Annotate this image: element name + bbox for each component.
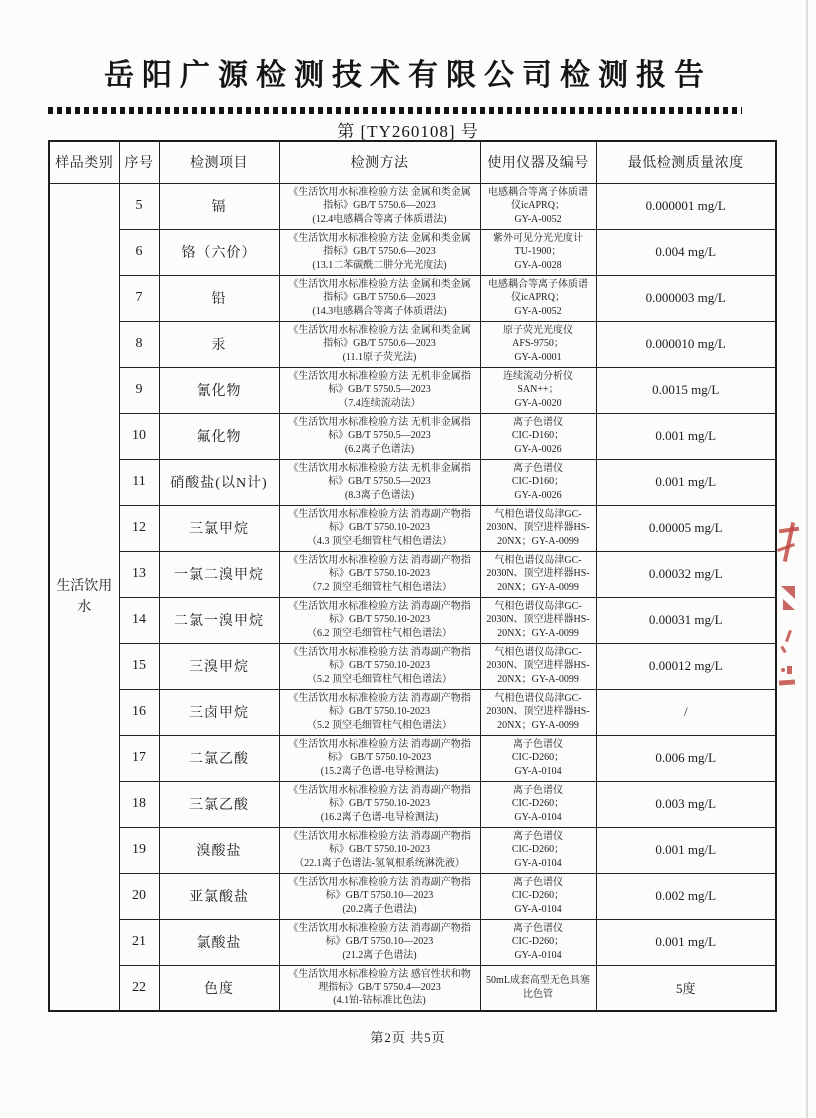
table-row: [49, 413, 776, 459]
method-line: 《生活饮用水标准检验方法 感官性状和物: [288, 968, 471, 980]
test-item-cell: 硝酸盐(以N计): [159, 459, 279, 505]
method-line: 标》GB/T 5750.10-2023: [329, 706, 430, 718]
row-number-cell: 20: [119, 873, 159, 919]
row-number-cell: 13: [119, 551, 159, 597]
row-number-cell: 15: [119, 643, 159, 689]
method-line: 理指标》GB/T 5750.4—2023: [318, 982, 441, 994]
table-row: [49, 965, 776, 1011]
detection-limit-cell: 0.00005 mg/L: [596, 505, 776, 551]
sample-category-cell: 生活饮用水: [49, 183, 119, 1011]
instrument-line: CIC-D260；: [511, 844, 565, 856]
test-method-cell: [279, 781, 480, 827]
instrument-line: 气相色谱仪岛津GC-: [494, 600, 582, 612]
instrument-line: 20NX；GY-A-0099: [497, 627, 579, 639]
test-method-cell: [279, 643, 480, 689]
column-header-1: 序号: [119, 141, 159, 183]
table-row: [49, 919, 776, 965]
instrument-cell: [480, 229, 596, 275]
document-number: 第 [TY260108] 号: [337, 122, 479, 141]
row-number-cell: 10: [119, 413, 159, 459]
instrument-line: 离子色谱仪: [513, 830, 563, 842]
method-line: 标》GB/T 5750.10-2023: [329, 614, 430, 626]
method-line: 标》 GB/T 5750.10-2023: [327, 752, 432, 764]
method-line: (20.2离子色谱法): [342, 903, 417, 915]
instrument-line: TU-1900；: [514, 246, 562, 258]
instrument-line: GY-A-0026: [514, 443, 562, 455]
column-header-2: 检测项目: [159, 141, 279, 183]
instrument-line: 紫外可见分光光度计: [493, 232, 583, 244]
column-header-5: 最低检测质量浓度: [596, 141, 776, 183]
method-line: （5.2 顶空毛细管柱气相色谱法）: [307, 673, 452, 685]
test-item-cell: 二氯一溴甲烷: [159, 597, 279, 643]
method-line: (4.1铂-钴标准比色法): [333, 995, 426, 1007]
row-number-cell: 14: [119, 597, 159, 643]
detection-limit-cell: /: [596, 689, 776, 735]
detection-limit-cell: 0.001 mg/L: [596, 459, 776, 505]
seal-stroke: [780, 646, 786, 654]
instrument-line: 仪icAPRQ；: [511, 200, 565, 212]
method-line: 标》GB/T 5750.5—2023: [328, 384, 431, 396]
instrument-line: 离子色谱仪: [513, 876, 563, 888]
instrument-line: 气相色谱仪岛津GC-: [494, 692, 582, 704]
test-item-cell: 三卤甲烷: [159, 689, 279, 735]
table-row: [49, 689, 776, 735]
method-line: 《生活饮用水标准检验方法 无机非金属指: [288, 463, 471, 475]
row-number-cell: 11: [119, 459, 159, 505]
instrument-cell: [480, 735, 596, 781]
row-number-cell: 18: [119, 781, 159, 827]
table-row: [49, 505, 776, 551]
instrument-line: CIC-D160；: [511, 476, 565, 488]
table-row: [49, 597, 776, 643]
instrument-line: 电感耦合等离子体质谱: [488, 278, 588, 290]
instrument-line: 仪icAPRQ；: [511, 292, 565, 304]
method-line: (14.3电感耦合等离子体质谱法): [312, 305, 447, 317]
seal-stroke: [779, 679, 795, 685]
method-line: (13.1二苯碳酰二肼分光光度法): [312, 259, 447, 271]
method-line: （6.2 顶空毛细管柱气相色谱法）: [307, 627, 452, 639]
method-line: 《生活饮用水标准检验方法 金属和类金属: [288, 279, 471, 291]
test-item-cell: 二氯乙酸: [159, 735, 279, 781]
detection-limit-cell: 0.004 mg/L: [596, 229, 776, 275]
seal-dot: [781, 668, 785, 672]
detection-limit-cell: 0.002 mg/L: [596, 873, 776, 919]
table-row: [49, 229, 776, 275]
test-item-cell: 一氯二溴甲烷: [159, 551, 279, 597]
method-line: 《生活饮用水标准检验方法 消毒副产物指: [288, 555, 471, 567]
method-line: (12.4电感耦合等离子体质谱法): [312, 213, 447, 225]
row-number-cell: 17: [119, 735, 159, 781]
test-item-cell: 氯酸盐: [159, 919, 279, 965]
instrument-cell: [480, 321, 596, 367]
instrument-line: 离子色谱仪: [513, 462, 563, 474]
test-method-cell: [279, 183, 480, 229]
instrument-cell: [480, 781, 596, 827]
seal-stroke: [785, 630, 792, 642]
row-number-cell: 22: [119, 965, 159, 1011]
method-line: 标》GB/T 5750.10-2023: [329, 660, 430, 672]
row-number-cell: 9: [119, 367, 159, 413]
red-seal-fragments: [775, 520, 805, 700]
seal-blob: [783, 599, 795, 610]
row-number-cell: 5: [119, 183, 159, 229]
test-item-cell: 铬（六价）: [159, 229, 279, 275]
method-line: 指标》GB/T 5750.6—2023: [323, 292, 436, 304]
method-line: (6.2离子色谱法): [344, 443, 415, 455]
instrument-line: SAN++；: [517, 384, 559, 396]
instrument-line: GY-A-0028: [514, 259, 562, 271]
detection-limit-cell: 0.001 mg/L: [596, 827, 776, 873]
instrument-line: 原子荧光光度仪: [503, 324, 573, 336]
test-item-cell: 镉: [159, 183, 279, 229]
method-line: （22.1离子色谱法-氢氧根系统淋洗液）: [294, 857, 465, 869]
method-line: 标》GB/T 5750.10-2023: [329, 844, 430, 856]
test-method-cell: [279, 873, 480, 919]
method-line: （4.3 顶空毛细管柱气相色谱法）: [307, 535, 452, 547]
method-line: (16.2离子色谱-电导检测法): [320, 811, 439, 823]
row-number-cell: 21: [119, 919, 159, 965]
method-line: 《生活饮用水标准检验方法 金属和类金属: [288, 187, 471, 199]
method-line: 指标》GB/T 5750.6—2023: [323, 338, 436, 350]
instrument-line: AFS-9750；: [512, 338, 564, 350]
instrument-line: GY-A-0104: [514, 857, 562, 869]
test-method-cell: [279, 551, 480, 597]
row-number-cell: 19: [119, 827, 159, 873]
method-line: (21.2离子色谱法): [342, 949, 417, 961]
instrument-cell: [480, 275, 596, 321]
method-line: 指标》GB/T 5750.6—2023: [323, 246, 436, 258]
instrument-cell: [480, 183, 596, 229]
test-method-cell: [279, 229, 480, 275]
table-row: [49, 781, 776, 827]
table-row: [49, 367, 776, 413]
table-row: [49, 459, 776, 505]
test-method-cell: [279, 965, 480, 1011]
table-header-row: [49, 141, 776, 183]
scan-page-edge: [806, 0, 808, 1118]
method-line: (15.2离子色谱-电导检测法): [320, 765, 439, 777]
table-row: [49, 873, 776, 919]
instrument-line: GY-A-0001: [514, 351, 562, 363]
instrument-line: 气相色谱仪岛津GC-: [494, 508, 582, 520]
test-item-cell: 溴酸盐: [159, 827, 279, 873]
method-line: 《生活饮用水标准检验方法 消毒副产物指: [288, 693, 471, 705]
instrument-cell: [480, 965, 596, 1011]
instrument-line: CIC-D260；: [511, 798, 565, 810]
instrument-line: 50mL成套高型无色具塞: [486, 975, 590, 987]
detection-limit-cell: 0.001 mg/L: [596, 919, 776, 965]
method-line: 《生活饮用水标准检验方法 消毒副产物指: [288, 509, 471, 521]
test-item-cell: 氰化物: [159, 367, 279, 413]
method-line: 标》GB/T 5750.5—2023: [328, 430, 431, 442]
method-line: 《生活饮用水标准检验方法 金属和类金属: [288, 233, 471, 245]
instrument-line: 20NX；GY-A-0099: [497, 535, 579, 547]
instrument-line: 2030N、顶空进样器HS-: [486, 614, 590, 626]
method-line: (8.3离子色谱法): [344, 489, 415, 501]
instrument-line: 20NX；GY-A-0099: [497, 719, 579, 731]
detection-limit-cell: 0.001 mg/L: [596, 413, 776, 459]
test-item-cell: 色度: [159, 965, 279, 1011]
test-item-cell: 亚氯酸盐: [159, 873, 279, 919]
instrument-line: 20NX；GY-A-0099: [497, 673, 579, 685]
seal-dot: [787, 666, 792, 674]
detection-limit-cell: 5度: [596, 965, 776, 1011]
test-method-cell: [279, 367, 480, 413]
method-line: 《生活饮用水标准检验方法 无机非金属指: [288, 371, 471, 383]
method-line: （7.4连续流动法）: [338, 397, 421, 409]
instrument-line: CIC-D160；: [511, 430, 565, 442]
instrument-line: 连续流动分析仪: [503, 370, 573, 382]
method-line: 《生活饮用水标准检验方法 消毒副产物指: [288, 831, 471, 843]
detection-limit-cell: 0.00032 mg/L: [596, 551, 776, 597]
instrument-line: 离子色谱仪: [513, 738, 563, 750]
instrument-cell: [480, 689, 596, 735]
instrument-cell: [480, 827, 596, 873]
instrument-line: 比色管: [523, 988, 553, 1000]
instrument-cell: [480, 459, 596, 505]
row-number-cell: 7: [119, 275, 159, 321]
method-line: 《生活饮用水标准检验方法 消毒副产物指: [288, 601, 471, 613]
instrument-line: CIC-D260；: [511, 936, 565, 948]
instrument-cell: [480, 367, 596, 413]
test-method-cell: [279, 459, 480, 505]
row-number-cell: 8: [119, 321, 159, 367]
detection-limit-cell: 0.000003 mg/L: [596, 275, 776, 321]
detection-limit-cell: 0.00012 mg/L: [596, 643, 776, 689]
instrument-line: 离子色谱仪: [513, 784, 563, 796]
test-item-cell: 氟化物: [159, 413, 279, 459]
test-method-cell: [279, 275, 480, 321]
column-header-3: 检测方法: [279, 141, 480, 183]
column-header-0: 样品类别: [49, 141, 119, 183]
test-item-cell: 铅: [159, 275, 279, 321]
row-number-cell: 6: [119, 229, 159, 275]
instrument-line: 气相色谱仪岛津GC-: [494, 646, 582, 658]
instrument-cell: [480, 873, 596, 919]
instrument-line: GY-A-0052: [514, 213, 562, 225]
test-method-cell: [279, 827, 480, 873]
method-line: 标》GB/T 5750.10-2023: [329, 568, 430, 580]
test-method-cell: [279, 321, 480, 367]
test-item-cell: 三氯乙酸: [159, 781, 279, 827]
method-line: 《生活饮用水标准检验方法 消毒副产物指: [288, 647, 471, 659]
instrument-cell: [480, 643, 596, 689]
instrument-line: 2030N、顶空进样器HS-: [486, 522, 590, 534]
table-row: [49, 735, 776, 781]
instrument-line: CIC-D260；: [511, 752, 565, 764]
instrument-line: GY-A-0104: [514, 903, 562, 915]
instrument-line: 2030N、顶空进样器HS-: [486, 660, 590, 672]
instrument-line: 离子色谱仪: [513, 922, 563, 934]
method-line: （7.2 顶空毛细管柱气相色谱法）: [307, 581, 452, 593]
table-row: [49, 643, 776, 689]
method-line: 《生活饮用水标准检验方法 消毒副产物指: [288, 877, 471, 889]
instrument-line: 2030N、顶空进样器HS-: [486, 706, 590, 718]
page-number-footer: 第2页 共5页: [370, 1030, 446, 1045]
column-header-4: 使用仪器及编号: [480, 141, 596, 183]
instrument-line: 20NX；GY-A-0099: [497, 581, 579, 593]
instrument-line: GY-A-0020: [514, 397, 562, 409]
instrument-cell: [480, 597, 596, 643]
detection-limit-cell: 0.000001 mg/L: [596, 183, 776, 229]
detection-limit-cell: 0.0015 mg/L: [596, 367, 776, 413]
test-method-cell: [279, 505, 480, 551]
method-line: 标》GB/T 5750.5—2023: [328, 476, 431, 488]
method-line: (11.1原子荧光法): [342, 351, 417, 363]
method-line: （5.2 顶空毛细管柱气相色谱法）: [307, 719, 452, 731]
method-line: 标》GB/T 5750.10-2023: [329, 798, 430, 810]
instrument-line: 电感耦合等离子体质谱: [488, 186, 588, 198]
table-row: [49, 827, 776, 873]
method-line: 《生活饮用水标准检验方法 无机非金属指: [288, 417, 471, 429]
instrument-line: GY-A-0026: [514, 489, 562, 501]
method-line: 《生活饮用水标准检验方法 金属和类金属: [288, 325, 471, 337]
instrument-cell: [480, 505, 596, 551]
method-line: 《生活饮用水标准检验方法 消毒副产物指: [288, 785, 471, 797]
test-method-cell: [279, 597, 480, 643]
test-item-cell: 三溴甲烷: [159, 643, 279, 689]
detection-limit-cell: 0.00031 mg/L: [596, 597, 776, 643]
detection-limit-cell: 0.006 mg/L: [596, 735, 776, 781]
method-line: 指标》GB/T 5750.6—2023: [323, 200, 436, 212]
dotted-separator: [48, 107, 742, 114]
instrument-line: GY-A-0104: [514, 811, 562, 823]
instrument-line: 离子色谱仪: [513, 416, 563, 428]
test-method-cell: [279, 735, 480, 781]
instrument-cell: [480, 551, 596, 597]
test-item-cell: 三氯甲烷: [159, 505, 279, 551]
row-number-cell: 16: [119, 689, 159, 735]
test-method-cell: [279, 919, 480, 965]
test-method-cell: [279, 689, 480, 735]
detection-limit-cell: 0.000010 mg/L: [596, 321, 776, 367]
test-item-cell: 汞: [159, 321, 279, 367]
detection-limit-cell: 0.003 mg/L: [596, 781, 776, 827]
seal-blob: [781, 586, 795, 599]
instrument-cell: [480, 919, 596, 965]
method-line: 标》GB/T 5750.10-2023: [329, 522, 430, 534]
method-line: 标》GB/T 5750.10—2023: [325, 936, 434, 948]
instrument-line: GY-A-0104: [514, 765, 562, 777]
instrument-line: CIC-D260；: [511, 890, 565, 902]
table-row: [49, 551, 776, 597]
table-row: [49, 183, 776, 229]
row-number-cell: 12: [119, 505, 159, 551]
instrument-line: GY-A-0104: [514, 949, 562, 961]
method-line: 标》GB/T 5750.10—2023: [325, 890, 434, 902]
test-results-table: [48, 140, 777, 1012]
instrument-line: 气相色谱仪岛津GC-: [494, 554, 582, 566]
table-row: [49, 275, 776, 321]
method-line: 《生活饮用水标准检验方法 消毒副产物指: [288, 923, 471, 935]
table-row: [49, 321, 776, 367]
method-line: 《生活饮用水标准检验方法 消毒副产物指: [288, 739, 471, 751]
instrument-line: GY-A-0052: [514, 305, 562, 317]
test-method-cell: [279, 413, 480, 459]
instrument-cell: [480, 413, 596, 459]
instrument-line: 2030N、顶空进样器HS-: [486, 568, 590, 580]
report-title: 岳阳广源检测技术有限公司检测报告: [104, 59, 712, 92]
